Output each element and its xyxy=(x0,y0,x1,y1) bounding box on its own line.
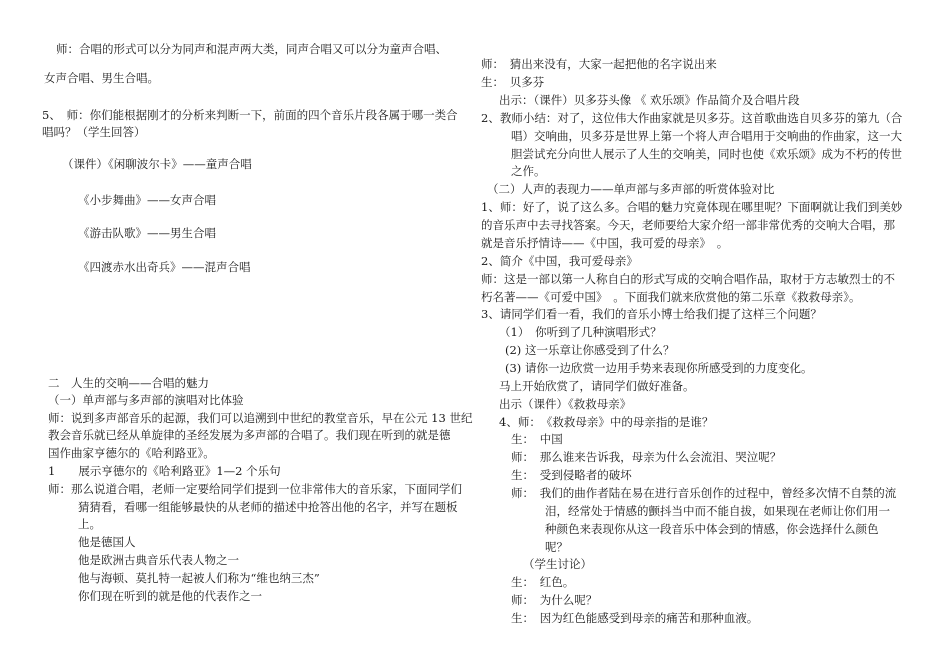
question-item: （1） 你听到了几种演唱形式？ xyxy=(499,325,662,339)
section-heading: 二 人生的交响——合唱的魅力 xyxy=(48,376,209,390)
dialogue-line: 师： 那么谁来告诉我，母亲为什么会流泪、哭泣呢？ xyxy=(511,450,782,464)
text-line: 国作曲家亨德尔的《哈利路亚》。 xyxy=(48,446,215,460)
text-line: 猜猜看，看哪一组能够最快的从老师的描述中抢答出他的名字，并写在题板 xyxy=(78,500,458,514)
text-line: 马上开始欣赏了，请同学们做好准备。 xyxy=(499,379,695,393)
text-line: 呢？ xyxy=(545,540,568,554)
text-line: 出示：（课件）贝多芬头像 《 欢乐颂》作品简介及合唱片段 xyxy=(499,93,800,107)
text-line: 唱吗？（学生回答） xyxy=(42,125,146,139)
text-line: 生： 贝多芬 xyxy=(481,75,545,89)
text-line: 师：说到多声部音乐的起源，我们可以追溯到中世纪的教堂音乐，早在公元 13 世纪 xyxy=(48,411,473,425)
text-line: 1、师：好了，说了这么多。合唱的魅力究竟体现在哪里呢？下面啊就让我们到美妙 xyxy=(481,200,903,214)
text-line: 他是德国人 xyxy=(78,535,136,549)
dialogue-line: 生： 中国 xyxy=(511,432,563,446)
text-line: 《游击队歌》——男生合唱 xyxy=(78,226,216,240)
text-line: 3、请同学们看一看，我们的音乐小博士给我们提了这样三个问题？ xyxy=(481,307,822,321)
text-line: 女声合唱、男生合唱。 xyxy=(44,71,159,85)
dialogue-line: 师： 为什么呢？ xyxy=(511,593,598,607)
question-item: (3) 请你一边欣赏一边用手势来表现你所感受到的力度变化。 xyxy=(505,361,813,375)
text-line: 就是音乐抒情诗——《中国，我可爱的母亲》 。 xyxy=(481,236,729,250)
text-line: 之作。 xyxy=(511,164,546,178)
text-line: 2、简介《中国，我可爱母亲》 xyxy=(481,254,638,268)
text-line: 出示（课件）《救救母亲》 xyxy=(499,397,632,411)
dialogue-line: 生： 红色。 xyxy=(511,575,575,589)
text-line: 泪，经常处于情感的颤抖当中而不能自拔，如果现在老师让你们用一 xyxy=(545,504,890,518)
text-line: 《小步舞曲》——女声合唱 xyxy=(78,193,216,207)
text-line: 你们现在听到的就是他的代表作之一 xyxy=(78,589,262,603)
text-line: 1 展示亨德尔的《哈利路亚》1—2 个乐句 xyxy=(48,464,281,478)
text-line: 他是欧洲古典音乐代表人物之一 xyxy=(78,553,239,567)
text-line: 胆尝试充分向世人展示了人生的交响美，同时也使《欢乐颂》成为不朽的传世 xyxy=(511,147,902,161)
text-line: 师：合唱的形式可以分为同声和混声两大类，同声合唱又可以分为童声合唱、 xyxy=(56,42,447,56)
question-item: (2) 这一乐章让你感受到了什么？ xyxy=(505,343,675,357)
text-line: 2、教师小结：对了，这位伟大作曲家就是贝多芬。这首歌曲选自贝多芬的第九（合 xyxy=(481,111,903,125)
text-line: 上。 xyxy=(78,517,101,531)
text-line: （课件）《闲聊波尔卡》——童声合唱 xyxy=(62,157,252,171)
text-line: 唱）交响曲，贝多芬是世界上第一个将人声合唱用于交响曲的作曲家，这一大 xyxy=(511,129,902,143)
text-line: 4、师： 《救救母亲》中的母亲指的是谁？ xyxy=(499,415,714,429)
text-line: 教会音乐就已经从单旋律的圣经发展为多声部的合唱了。我们现在听到的就是德 xyxy=(48,428,451,442)
text-line: 5、 师：你们能根据刚才的分析来判断一下，前面的四个音乐片段各属于哪一类合 xyxy=(42,108,458,122)
text-line: 他与海顿、莫扎特一起被人们称为“维也纳三杰” xyxy=(78,571,320,585)
subsection-heading: （二）人声的表现力——单声部与多声部的听赏体验对比 xyxy=(487,182,775,196)
text-line: （学生讨论） xyxy=(523,557,592,571)
text-line: 师：这是一部以第一人称自白的形式写成的交响合唱作品，取材于方志敏烈士的不 xyxy=(481,272,895,286)
text-line: 朽名著——《可爱中国》 。下面我们就来欣赏他的第二乐章《救救母亲》。 xyxy=(481,290,861,304)
text-line: 《四渡赤水出奇兵》——混声合唱 xyxy=(78,260,251,274)
dialogue-line: 生： 因为红色能感受到母亲的痛苦和那种血液。 xyxy=(511,611,759,625)
dialogue-line: 生： 受到侵略者的破坏 xyxy=(511,468,632,482)
text-line: 种颜色来表现你从这一段音乐中体会到的情感，你会选择什么颜色 xyxy=(545,522,879,536)
dialogue-line: 师： 我们的曲作者陆在易在进行音乐创作的过程中，曾经多次情不自禁的流 xyxy=(511,486,897,500)
text-line: 师：那么说道合唱，老师一定要给同学们提到一位非常伟大的音乐家，下面同学们 xyxy=(48,482,462,496)
text-line: 的音乐声中去寻找答案。今天，老师要给大家介绍一部非常优秀的交响大合唱，那 xyxy=(481,218,895,232)
text-line: 师： 猜出来没有，大家一起把他的名字说出来 xyxy=(481,57,717,71)
subsection-heading: （一）单声部与多声部的演唱对比体验 xyxy=(48,393,244,407)
